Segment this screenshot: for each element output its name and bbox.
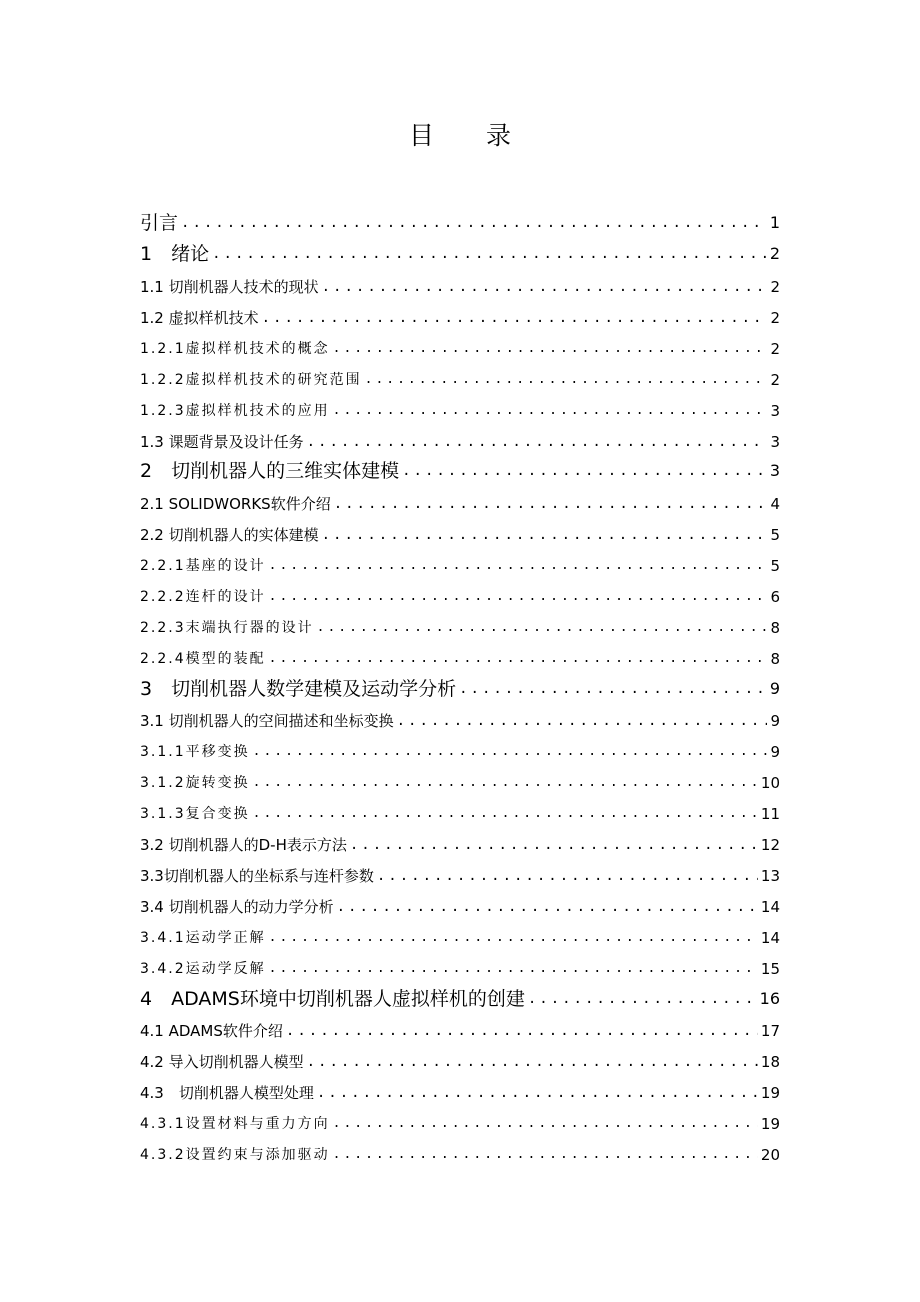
toc-entry-page: 9	[769, 679, 780, 698]
toc-entry[interactable]	[140, 551, 780, 581]
toc-leader-dots	[333, 334, 768, 364]
toc-leader-dots	[333, 1140, 758, 1170]
toc-entry-page: 11	[760, 805, 780, 823]
toc-leader-dots	[317, 613, 768, 643]
toc-entry-page: 2	[770, 309, 780, 327]
toc-leader-dots	[269, 582, 768, 612]
toc-leader-dots	[402, 456, 767, 486]
toc-leader-dots	[212, 239, 767, 269]
toc-entry-page: 19	[760, 1084, 780, 1102]
toc-entry[interactable]	[140, 208, 780, 238]
toc-leader-dots	[377, 861, 758, 891]
toc-entry-page: 2	[770, 340, 780, 358]
toc-entry-label: 4.3.2设置约束与添加驱动	[140, 1147, 330, 1163]
toc-entry-page: 2	[770, 371, 780, 389]
toc-entry[interactable]	[140, 892, 780, 922]
toc-entry-label: 2.1 SOLIDWORKS软件介绍	[140, 495, 331, 513]
toc-entry-page: 3	[770, 402, 780, 420]
toc-leader-dots	[333, 1109, 758, 1139]
toc-entry-label: 1.2.1虚拟样机技术的概念	[140, 341, 330, 357]
toc-entry-page: 9	[770, 743, 780, 761]
toc-entry-label: 2.2.4模型的装配	[140, 651, 266, 667]
toc-leader-dots	[528, 984, 757, 1014]
toc-entry[interactable]	[140, 984, 780, 1014]
toc-leader-dots	[334, 489, 768, 519]
toc-entry-label: 2.2.2连杆的设计	[140, 589, 266, 605]
toc-entry-page: 12	[760, 836, 780, 854]
toc-leader-dots	[253, 799, 758, 829]
toc-entry-label: 4.1 ADAMS软件介绍	[140, 1022, 283, 1040]
toc-leader-dots	[333, 396, 768, 426]
toc-leader-dots	[286, 1016, 758, 1046]
toc-entry[interactable]	[140, 861, 780, 891]
toc-entry-page: 8	[770, 619, 780, 637]
toc-leader-dots	[262, 303, 768, 333]
toc-entry-label: 1.2.2虚拟样机技术的研究范围	[140, 372, 362, 388]
toc-entry-page: 1	[769, 213, 780, 232]
toc-entry[interactable]	[140, 489, 780, 519]
toc-entry-page: 17	[760, 1022, 780, 1040]
toc-entry[interactable]	[140, 644, 780, 674]
toc-entry-page: 5	[770, 557, 780, 575]
toc-entry-page: 8	[770, 650, 780, 668]
toc-entry-label: 4.3 切削机器人模型处理	[140, 1084, 314, 1102]
toc-leader-dots	[317, 1078, 758, 1108]
toc-entry[interactable]	[140, 272, 780, 302]
toc-leader-dots	[307, 427, 768, 457]
toc-entry[interactable]	[140, 768, 780, 798]
toc-entry-label: 1.2.3虚拟样机技术的应用	[140, 403, 330, 419]
toc-entry[interactable]	[140, 520, 780, 550]
toc-entry[interactable]	[140, 427, 780, 457]
toc-entry-label: 1 绪论	[140, 243, 210, 265]
toc-entry-page: 13	[760, 867, 780, 885]
toc-entry-label: 1.3 课题背景及设计任务	[140, 433, 304, 451]
toc-entry-page: 9	[770, 712, 780, 730]
toc-leader-dots	[269, 923, 758, 953]
toc-entry-page: 6	[770, 588, 780, 606]
toc-entry-label: 3.4.1运动学正解	[140, 930, 266, 946]
toc-leader-dots	[307, 1047, 758, 1077]
toc-leader-dots	[253, 737, 768, 767]
toc-entry-label: 3.3切削机器人的坐标系与连杆参数	[140, 867, 374, 885]
toc-entry-label: 3.4 切削机器人的动力学分析	[140, 898, 334, 916]
toc-entry[interactable]	[140, 334, 780, 364]
toc-entry[interactable]	[140, 396, 780, 426]
toc-leader-dots	[269, 644, 768, 674]
toc-entry[interactable]	[140, 830, 780, 860]
toc-entry[interactable]	[140, 1109, 780, 1139]
toc-leader-dots	[322, 520, 768, 550]
toc-entry[interactable]	[140, 706, 780, 736]
toc-entry-label: 4.3.1设置材料与重力方向	[140, 1116, 330, 1132]
toc-entry-label: 2 切削机器人的三维实体建模	[140, 460, 400, 482]
toc-leader-dots	[181, 208, 767, 238]
toc-entry-page: 2	[770, 278, 780, 296]
toc-entry[interactable]	[140, 613, 780, 643]
toc-leader-dots	[350, 830, 758, 860]
toc-entry-page: 3	[769, 461, 780, 480]
toc-entry[interactable]	[140, 582, 780, 612]
toc-leader-dots	[397, 706, 768, 736]
toc-entry[interactable]	[140, 954, 780, 984]
toc-leader-dots	[365, 365, 768, 395]
toc-entry-page: 14	[760, 929, 780, 947]
toc-entry[interactable]	[140, 1078, 780, 1108]
toc-entry-label: 2.2.3末端执行器的设计	[140, 620, 314, 636]
toc-leader-dots	[269, 954, 758, 984]
page-title: 目 录	[409, 121, 533, 150]
toc-entry-page: 10	[760, 774, 780, 792]
toc-entry[interactable]	[140, 456, 780, 486]
toc-entry-page: 2	[769, 244, 780, 263]
toc-entry[interactable]	[140, 1047, 780, 1077]
toc-entry-label: 1.2 虚拟样机技术	[140, 309, 259, 327]
toc-entry-page: 16	[759, 989, 780, 1008]
toc-entry-label: 3.1.3复合变换	[140, 806, 250, 822]
toc-entry-page: 20	[760, 1146, 780, 1164]
toc-leader-dots	[269, 551, 768, 581]
toc-entry[interactable]	[140, 799, 780, 829]
toc-entry-page: 4	[770, 495, 780, 513]
toc-entry-label: 3.2 切削机器人的D-H表示方法	[140, 836, 347, 854]
toc-entry-label: 3.1 切削机器人的空间描述和坐标变换	[140, 712, 394, 730]
toc-leader-dots	[322, 272, 768, 302]
toc-entry-label: 2.2 切削机器人的实体建模	[140, 526, 319, 544]
toc-entry-label: 3 切削机器人数学建模及运动学分析	[140, 678, 457, 700]
toc-entry-page: 18	[760, 1053, 780, 1071]
toc-entry-page: 3	[770, 433, 780, 451]
toc-entry[interactable]	[140, 239, 780, 269]
toc-entry[interactable]	[140, 737, 780, 767]
toc-entry[interactable]	[140, 303, 780, 333]
toc-entry-label: 3.1.1平移变换	[140, 744, 250, 760]
toc-entry-page: 14	[760, 898, 780, 916]
toc-entry-label: 3.1.2旋转变换	[140, 775, 250, 791]
toc-entry-label: 3.4.2运动学反解	[140, 961, 266, 977]
toc-entry[interactable]	[140, 674, 780, 704]
toc-entry-label: 4 ADAMS环境中切削机器人虚拟样机的创建	[140, 988, 525, 1010]
toc-entry[interactable]	[140, 365, 780, 395]
toc-entry-label: 4.2 导入切削机器人模型	[140, 1053, 304, 1071]
toc-entry[interactable]	[140, 923, 780, 953]
toc-entry[interactable]	[140, 1016, 780, 1046]
toc-entry-page: 15	[760, 960, 780, 978]
toc-entry-label: 引言	[140, 212, 179, 234]
toc-entry-label: 2.2.1基座的设计	[140, 558, 266, 574]
toc-leader-dots	[253, 768, 758, 798]
toc-entry-label: 1.1 切削机器人技术的现状	[140, 278, 319, 296]
toc-entry-page: 19	[760, 1115, 780, 1133]
toc-entry[interactable]	[140, 1140, 780, 1170]
toc-leader-dots	[459, 674, 767, 704]
toc-entry-page: 5	[770, 526, 780, 544]
toc-leader-dots	[337, 892, 758, 922]
